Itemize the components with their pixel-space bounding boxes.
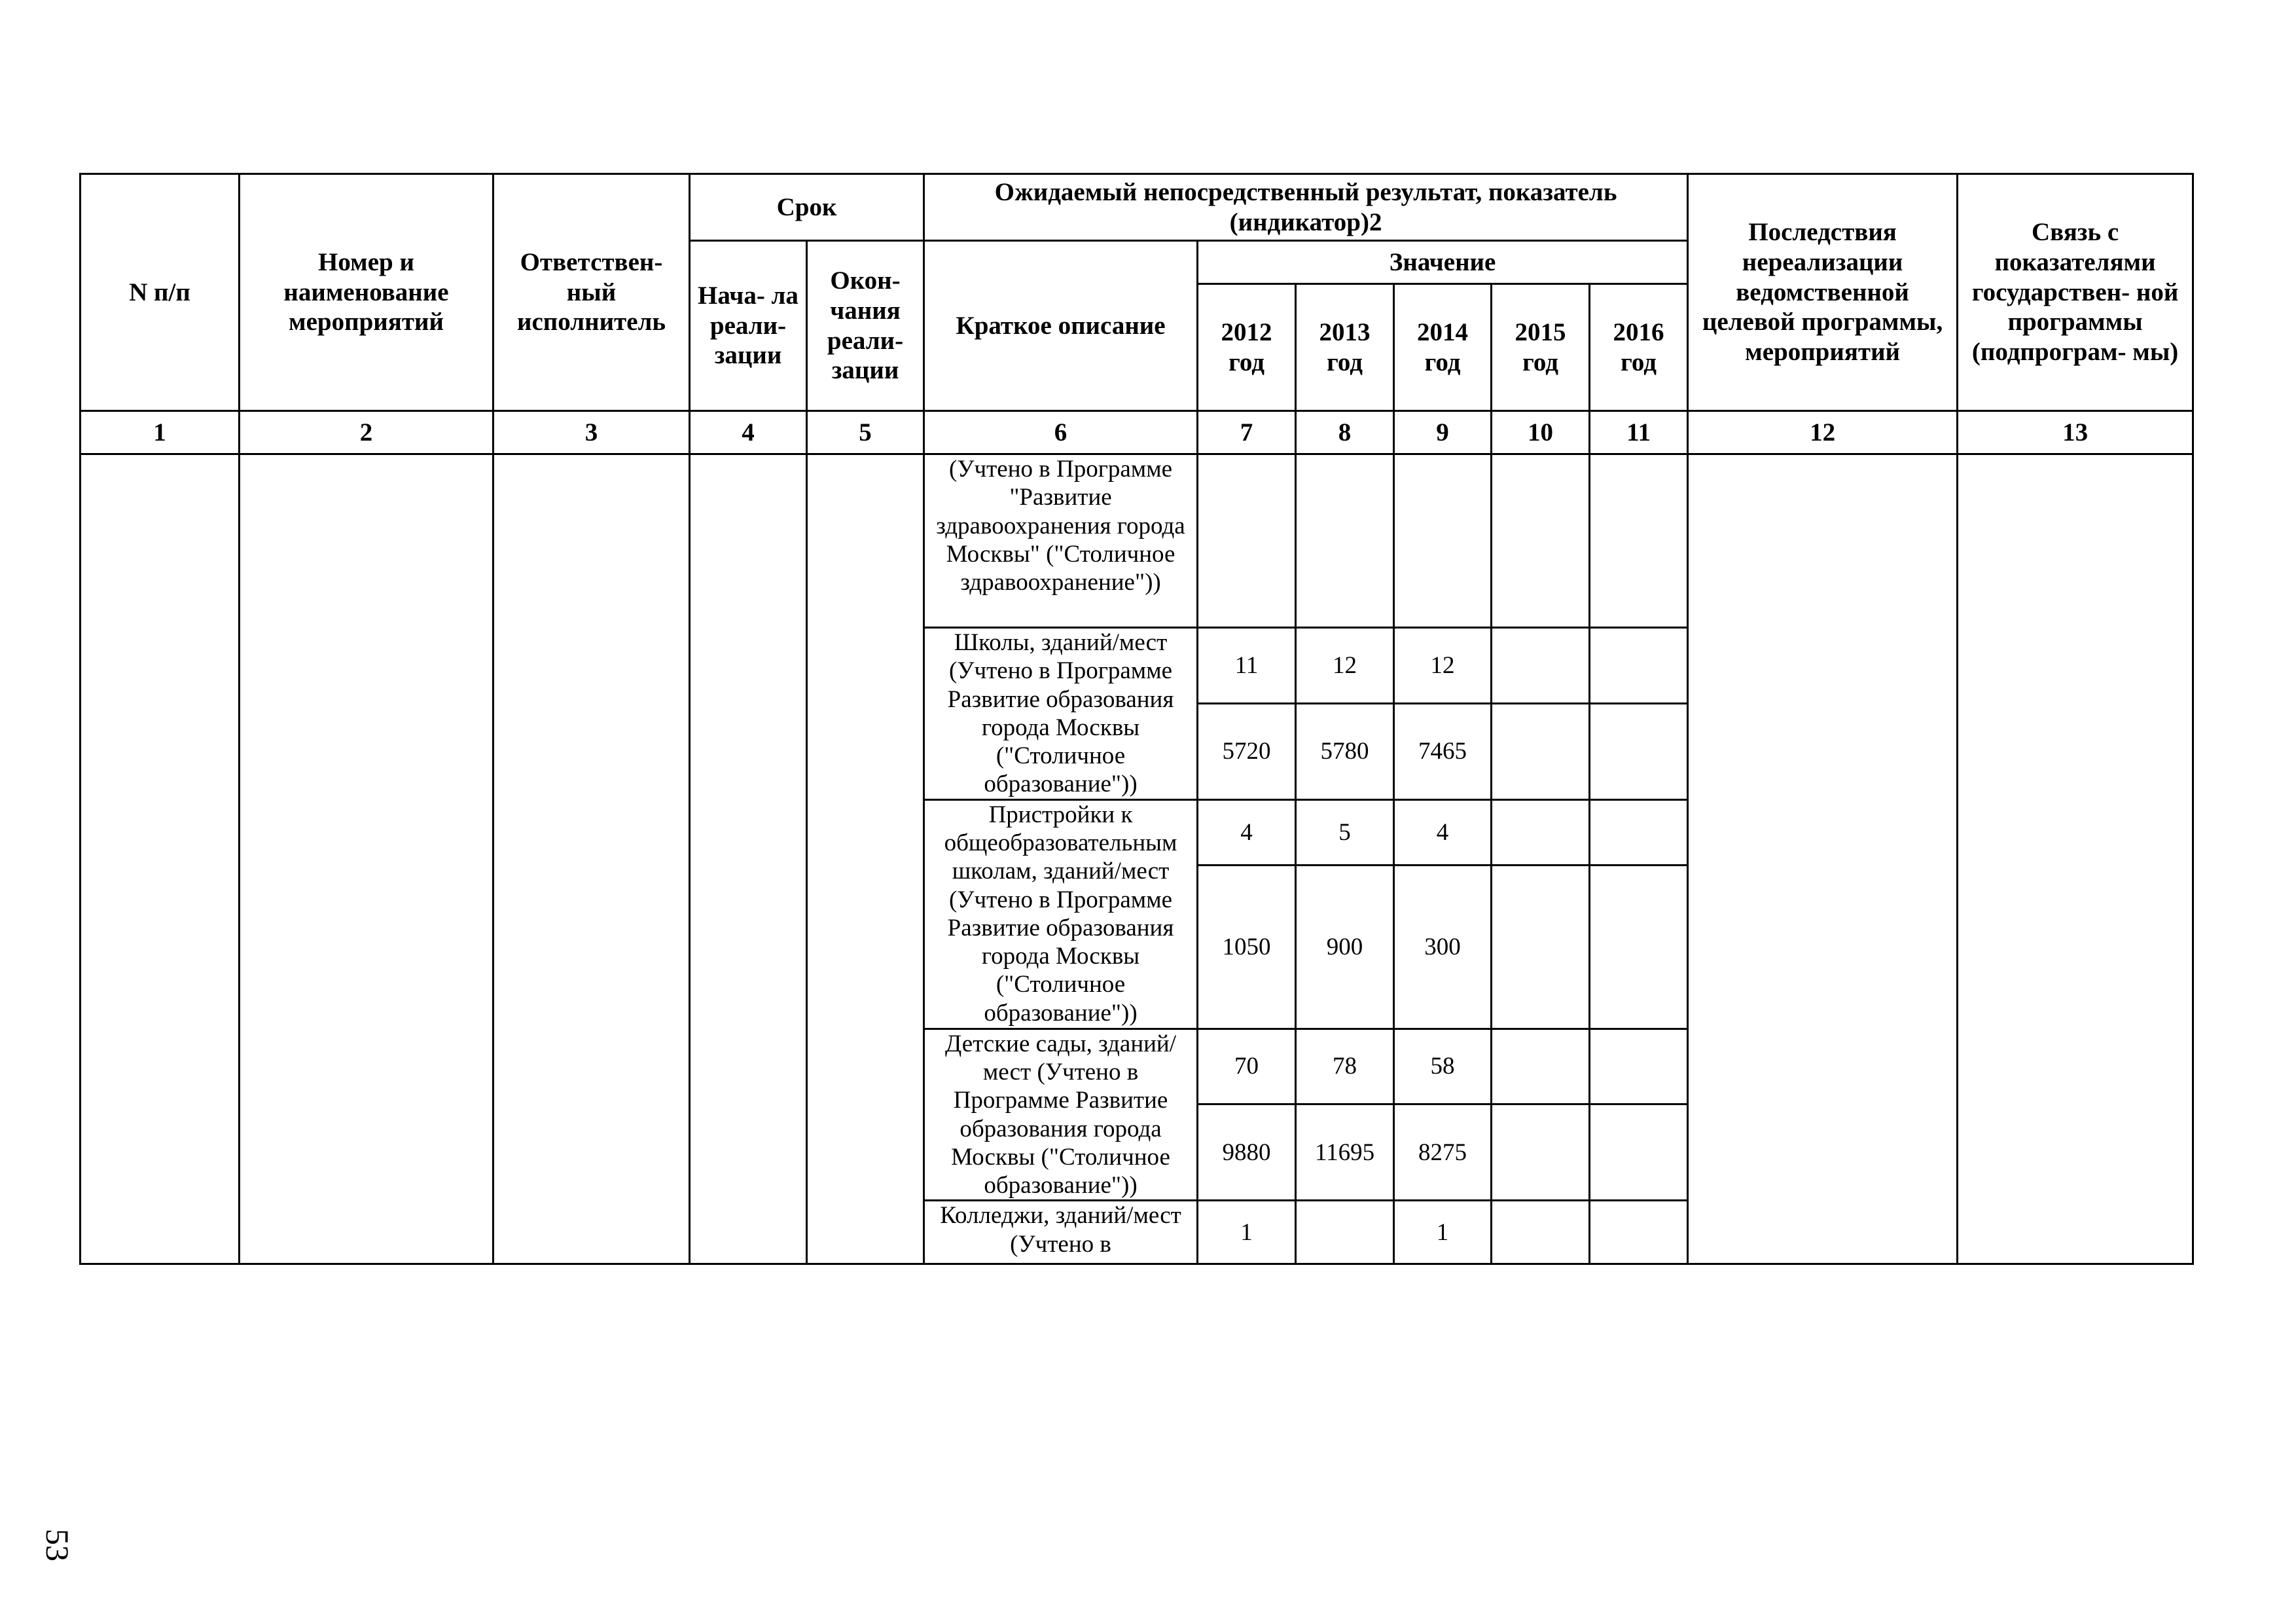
cell-value: 12 <box>1296 628 1394 704</box>
column-number: 1 <box>81 411 240 454</box>
cell-value <box>1590 1201 1688 1264</box>
column-number: 5 <box>807 411 924 454</box>
cell-value: 12 <box>1394 628 1492 704</box>
column-number: 13 <box>1958 411 2193 454</box>
cell-end <box>807 454 924 1264</box>
column-number: 10 <box>1492 411 1590 454</box>
cell-value: 5 <box>1296 799 1394 865</box>
column-number-row <box>81 411 2193 454</box>
cell-value <box>1296 1201 1394 1264</box>
header-end: Окон- чания реали- зации <box>807 241 924 411</box>
header-term: Срок <box>690 174 924 241</box>
cell-value <box>1590 628 1688 704</box>
page-number: 53 <box>39 1529 76 1561</box>
cell-description: Школы, зданий/мест (Учтено в Программе Развитие образования города Москвы ("Столичное образование")) <box>924 628 1198 800</box>
cell-value <box>1492 865 1590 1029</box>
cell-value: 7465 <box>1394 704 1492 799</box>
column-number: 6 <box>924 411 1198 454</box>
activities-table <box>79 173 2194 1265</box>
header-name: Номер и наименование мероприятий <box>240 174 493 411</box>
cell-value <box>1198 454 1296 628</box>
cell-value <box>1492 704 1590 799</box>
header-year-2012: 2012 год <box>1198 284 1296 411</box>
cell-description: (Учтено в Программе "Развитие здравоохранения города Москвы" ("Столичное здравоохранение")) <box>924 454 1198 628</box>
cell-start <box>690 454 807 1264</box>
cell-value <box>1590 1029 1688 1104</box>
cell-link <box>1958 454 2193 1264</box>
cell-value: 5720 <box>1198 704 1296 799</box>
cell-num <box>81 454 240 1264</box>
header-year-2016: 2016 год <box>1590 284 1688 411</box>
cell-value: 4 <box>1198 799 1296 865</box>
cell-value: 1 <box>1394 1201 1492 1264</box>
cell-value: 300 <box>1394 865 1492 1029</box>
column-number: 4 <box>690 411 807 454</box>
cell-value: 58 <box>1394 1029 1492 1104</box>
cell-description: Детские сады, зданий/мест (Учтено в Программе Развитие образования города Москвы ("Столичное образование")) <box>924 1029 1198 1201</box>
cell-value: 8275 <box>1394 1104 1492 1201</box>
cell-value <box>1590 1104 1688 1201</box>
cell-value <box>1492 799 1590 865</box>
cell-value: 11 <box>1198 628 1296 704</box>
cell-value <box>1492 454 1590 628</box>
cell-value: 1050 <box>1198 865 1296 1029</box>
header-result: Ожидаемый непосредственный результат, показатель (индикатор)2 <box>924 174 1688 241</box>
cell-value: 70 <box>1198 1029 1296 1104</box>
header-year-2013: 2013 год <box>1296 284 1394 411</box>
cell-value: 1 <box>1198 1201 1296 1264</box>
cell-name <box>240 454 493 1264</box>
column-number: 3 <box>493 411 690 454</box>
column-number: 12 <box>1688 411 1958 454</box>
cell-value <box>1590 865 1688 1029</box>
cell-value <box>1492 1104 1590 1201</box>
header-year-2014: 2014 год <box>1394 284 1492 411</box>
header-year-2015: 2015 год <box>1492 284 1590 411</box>
header-responsible: Ответствен- ный исполнитель <box>493 174 690 411</box>
cell-value: 9880 <box>1198 1104 1296 1201</box>
cell-value <box>1296 454 1394 628</box>
header-start: Нача- ла реали- зации <box>690 241 807 411</box>
header-link: Связь с показателями государствен- ной программы (подпрограм- мы) <box>1958 174 2193 411</box>
cell-value <box>1492 1201 1590 1264</box>
cell-value: 11695 <box>1296 1104 1394 1201</box>
column-number: 2 <box>240 411 493 454</box>
cell-value <box>1590 454 1688 628</box>
cell-value: 4 <box>1394 799 1492 865</box>
cell-value <box>1590 799 1688 865</box>
cell-description: Пристройки к общеобразовательным школам, зданий/мест (Учтено в Программе Развитие образования города Москвы ("Столичное образование")) <box>924 799 1198 1029</box>
cell-responsible <box>493 454 690 1264</box>
column-number: 11 <box>1590 411 1688 454</box>
cell-value <box>1394 454 1492 628</box>
cell-value: 900 <box>1296 865 1394 1029</box>
header-num: N п/п <box>81 174 240 411</box>
cell-description: Колледжи, зданий/мест (Учтено в <box>924 1201 1198 1264</box>
header-consequences: Последствия нереализации ведомственной целевой программы, мероприятий <box>1688 174 1958 411</box>
cell-value <box>1590 704 1688 799</box>
cell-value <box>1492 628 1590 704</box>
table-row <box>81 454 2193 628</box>
cell-value: 5780 <box>1296 704 1394 799</box>
column-number: 8 <box>1296 411 1394 454</box>
cell-value <box>1492 1029 1590 1104</box>
cell-value: 78 <box>1296 1029 1394 1104</box>
cell-consequences <box>1688 454 1958 1264</box>
header-value: Значение <box>1198 241 1688 284</box>
column-number: 7 <box>1198 411 1296 454</box>
column-number: 9 <box>1394 411 1492 454</box>
header-description: Краткое описание <box>924 241 1198 411</box>
